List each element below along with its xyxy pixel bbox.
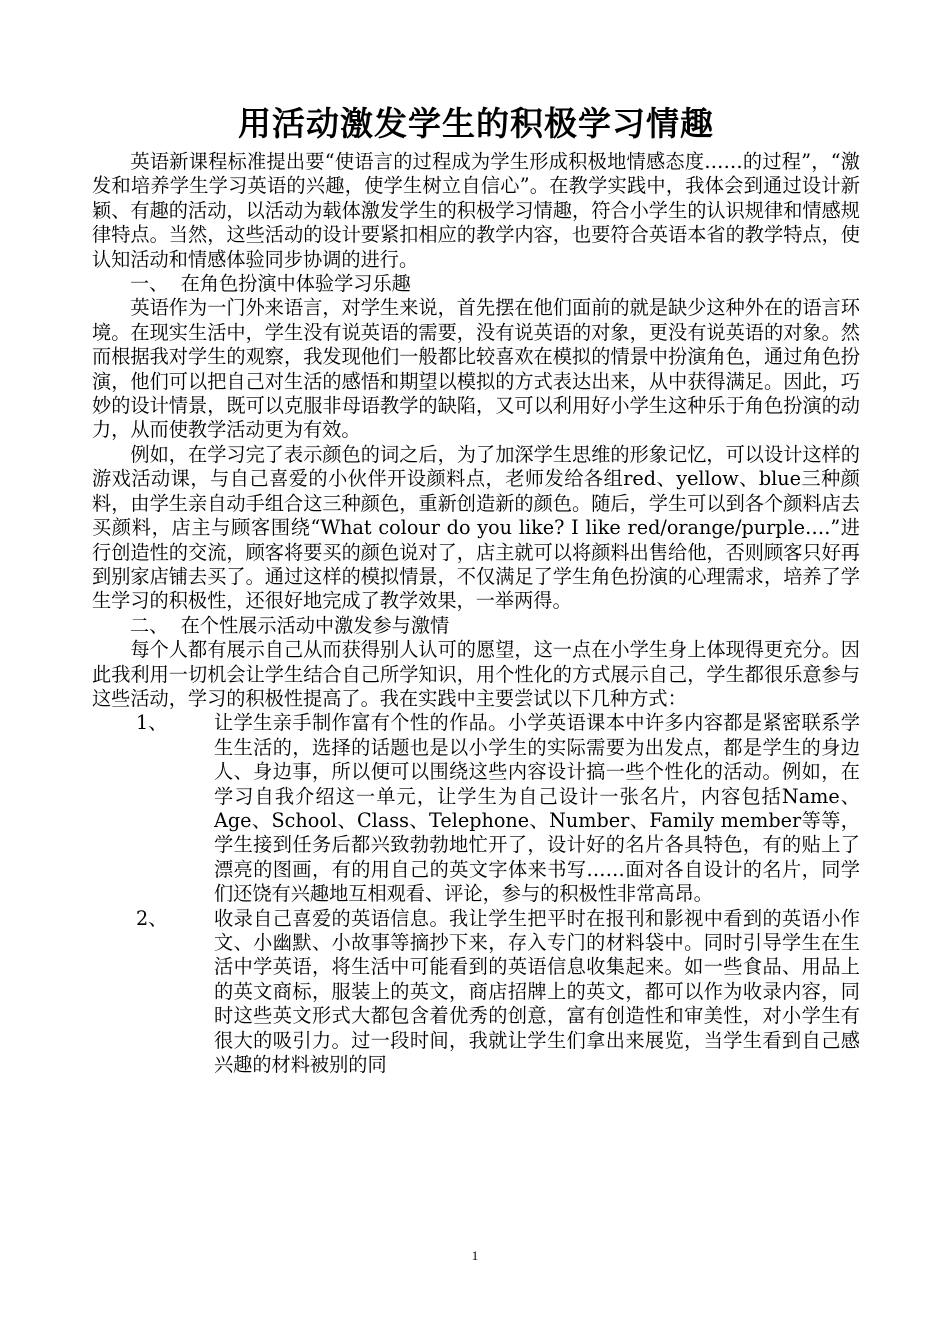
list-item-text: 收录自己喜爱的英语信息。我让学生把平时在报刊和影视中看到的英语小作文、小幽默、小故事等摘抄下来，存入专门的材料袋中。同时引导学生在生活中学英语，将生活中可能看到的英语信息收集起来。如一些食品、用品上的英文商标，服装上的英文，商店招牌上的英文，都可以作为收录内容，同时这些英文形式大都包含着优秀的创意，富有创造性和审美性，对小学生有很大的吸引力。过一段时间，我就让学生们拿出来展览，当学生看到自己感兴趣的材料被别的同 (214, 906, 860, 1077)
page-number: 1 (471, 1248, 479, 1263)
intro-paragraph: 英语新课程标准提出要“使语言的过程成为学生形成积极地情感态度……的过程”，“激发和培养学生学习英语的兴趣，使学生树立自信心”。在教学实践中，我体会到通过设计新颖、有趣的活动，以活动为载体激发学生的积极学习情趣，符合小学生的认识规律和情感规律特点。当然，这些活动的设计要紧扣相应的教学内容，也要符合英语本省的教学特点，使认知活动和情感体验同步协调的进行。 (92, 150, 860, 271)
document-title: 用活动激发学生的积极学习情趣 (238, 104, 714, 143)
section1-paragraph-1: 英语作为一门外来语言，对学生来说，首先摆在他们面前的就是缺少这种外在的语言环境。在现实生活中，学生没有说英语的需要，没有说英语的对象，更没有说英语的对象。然而根据我对学生的观察，我发现他们一般都比较喜欢在模拟的情景中扮演角色，通过角色扮演，他们可以把自己对生活的感悟和期望以模拟的方式表达出来，从中获得满足。因此，巧妙的设计情景，既可以克服非母语教学的缺陷，又可以利用好小学生这种乐于角色扮演的动力，从而使教学活动更为有效。 (92, 296, 860, 442)
list-item-number: 1、 (136, 711, 168, 735)
section1-paragraph-2: 例如，在学习完了表示颜色的词之后，为了加深学生思维的形象记忆，可以设计这样的游戏活动课，与自己喜爱的小伙伴开设颜料点，老师发给各组red、yellow、blue三种颜料，由学生亲自动手组合这三种颜色，重新创造新的颜色。随后，学生可以到各个颜料店去买颜料，店主与顾客围绕“What colour do you like? I like red/orange/purple….”进行创造性的交流，顾客将要买的颜色说对了，店主就可以将颜料出售给他，否则顾客只好再到别家店铺去买了。通过这样的模拟情景，不仅满足了学生角色扮演的心理需求，培养了学生学习的积极性，还很好地完成了教学效果，一举两得。 (92, 442, 860, 613)
section2-paragraph-1: 每个人都有展示自己从而获得别人认可的愿望，这一点在小学生身上体现得更充分。因此我利用一切机会让学生结合自己所学知识，用个性化的方式展示自己，学生都很乐意参与这些活动，学习的积极性提高了。我在实践中主要尝试以下几种方式： (92, 638, 860, 710)
list-item-text: 让学生亲手制作富有个性的作品。小学英语课本中许多内容都是紧密联系学生生活的，选择的话题也是以小学生的实际需要为出发点，都是学生的身边人、身边事，所以便可以围绕这些内容设计搞一些个性化的活动。例如，在学习自我介绍这一单元，让学生为自己设计一张名片，内容包括Name、Age、School、Class、Telephone、Number、Family member等等，学生接到任务后都兴致勃勃地忙开了，设计好的名片各具特色，有的贴上了漂亮的图画，有的用自己的英文字体来书写……面对各自设计的名片，同学们还饶有兴趣地互相观看、评论，参与的积极性非常高昂。 (214, 711, 860, 906)
section-heading-2: 二、 在个性展示活动中激发参与激情 (130, 613, 450, 637)
section-heading-1: 一、 在角色扮演中体验学习乐趣 (130, 272, 411, 296)
list-item-number: 2、 (136, 906, 168, 930)
list-item (92, 711, 860, 906)
document-page (92, 98, 860, 1077)
list-item (92, 907, 860, 1078)
